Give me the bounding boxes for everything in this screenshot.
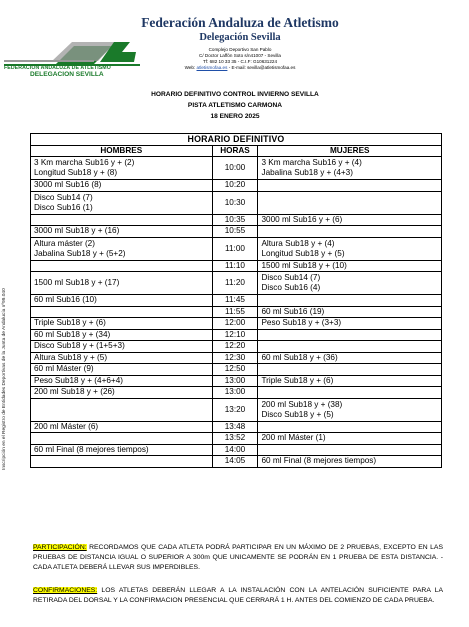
table-row [31, 237, 442, 260]
address-line-3: Tf: 682 10 33 35 - C.I.F: G10631224 [202, 59, 278, 64]
time-cell: 13:52 [212, 433, 258, 445]
men-event-cell [31, 375, 213, 387]
doc-title-line-2: PISTA ATLETISMO CARMONA [187, 102, 283, 109]
women-event-cell-line: 200 ml Máster (1) [261, 433, 326, 443]
women-event-cell [258, 272, 442, 295]
women-event-cell [258, 329, 442, 341]
women-event-cell-line: Disco Sub16 (4) [261, 283, 321, 292]
men-event-cell-line: 60 ml Final (8 mejores tiempos) [34, 444, 149, 454]
table-row [31, 318, 442, 330]
men-event-cell-line: 3 Km marcha Sub16 y + (2) [34, 158, 135, 167]
women-event-cell [258, 444, 442, 456]
schedule-body [31, 157, 442, 468]
logo-delegation-text: DELEGACION SEVILLA [30, 71, 104, 78]
time-cell: 12:10 [212, 329, 258, 341]
table-row [31, 214, 442, 226]
time-cell: 13:20 [212, 398, 258, 421]
table-row [31, 272, 442, 295]
men-event-cell-line: 60 ml Sub18 y + (34) [34, 329, 111, 339]
men-event-cell-line: 200 ml Máster (6) [34, 421, 99, 431]
confirmations-note [33, 586, 443, 606]
men-event-cell [31, 398, 213, 421]
men-event-cell [31, 237, 213, 260]
time-cell: 11:45 [212, 295, 258, 307]
table-row [31, 433, 442, 445]
women-event-cell-line: Disco Sub18 y + (5) [261, 409, 334, 419]
women-event-cell [258, 180, 442, 192]
women-event-cell [258, 191, 442, 214]
table-row [31, 375, 442, 387]
women-event-cell [258, 295, 442, 307]
table-row [31, 421, 442, 433]
time-cell: 12:00 [212, 318, 258, 330]
men-event-cell-line: Disco Sub18 y + (1+5+3) [34, 341, 125, 351]
men-event-cell [31, 272, 213, 295]
time-cell: 10:00 [212, 157, 258, 180]
table-row [31, 295, 442, 307]
address-line-2: C/ Doctor Laffón Soto s/n41007 - Sevilla [199, 53, 281, 58]
column-header-time: HORAS [212, 145, 258, 157]
women-event-cell [258, 341, 442, 353]
women-event-cell [258, 306, 442, 318]
column-header-men: HOMBRES [31, 145, 213, 157]
women-event-cell [258, 157, 442, 180]
women-event-cell-line: 60 ml Final (8 mejores tiempos) [261, 456, 377, 466]
participation-note [33, 543, 443, 573]
table-row [31, 180, 442, 192]
time-cell: 13:00 [212, 375, 258, 387]
women-event-cell-line: 60 ml Sub18 y + (36) [261, 352, 338, 362]
men-event-cell-line: 60 ml Máster (9) [34, 364, 94, 374]
men-event-cell-line: Peso Sub18 y + (4+6+4) [34, 375, 123, 385]
women-event-cell-line: 200 ml Sub18 y + (38) [261, 399, 343, 409]
women-event-cell [258, 433, 442, 445]
women-event-cell [258, 456, 442, 468]
table-row [31, 260, 442, 272]
participation-label: PARTICIPACIÓN: [33, 544, 87, 551]
men-event-cell [31, 191, 213, 214]
men-event-cell-line: Disco Sub14 (7) [34, 192, 93, 202]
women-event-cell [258, 421, 442, 433]
time-cell: 11:10 [212, 260, 258, 272]
time-cell: 10:35 [212, 214, 258, 226]
time-cell: 12:50 [212, 364, 258, 376]
men-event-cell [31, 214, 213, 226]
logo-bar [4, 60, 94, 62]
time-cell: 10:55 [212, 226, 258, 238]
women-event-cell [258, 375, 442, 387]
doc-title-line-1: HORARIO DEFINITIVO CONTROL INVIERNO SEVILLA [151, 91, 319, 98]
registry-side-text: Inscripción en el Registro de Entidades Deportivas de la Junta de Andalucía nº99.040 [2, 288, 7, 470]
table-row [31, 364, 442, 376]
men-event-cell [31, 329, 213, 341]
schedule-caption: HORARIO DEFINITIVO [31, 134, 442, 146]
men-event-cell [31, 456, 213, 468]
men-event-cell [31, 433, 213, 445]
men-event-cell [31, 226, 213, 238]
men-event-cell [31, 180, 213, 192]
men-event-cell [31, 421, 213, 433]
men-event-cell-line: 200 ml Sub18 y + (26) [34, 387, 115, 397]
men-event-cell [31, 444, 213, 456]
women-event-cell [258, 364, 442, 376]
women-event-cell [258, 318, 442, 330]
women-event-cell [258, 237, 442, 260]
time-cell: 12:20 [212, 341, 258, 353]
women-event-cell [258, 352, 442, 364]
women-event-cell [258, 214, 442, 226]
men-event-cell-line: Jabalina Sub18 y + (5+2) [34, 248, 126, 258]
time-cell: 12:30 [212, 352, 258, 364]
women-event-cell-line: 3 Km marcha Sub16 y + (4) [261, 158, 362, 167]
time-cell: 11:20 [212, 272, 258, 295]
men-event-cell-line: Altura máster (2) [34, 238, 95, 248]
table-row [31, 444, 442, 456]
men-event-cell-line: Altura Sub18 y + (5) [34, 352, 108, 362]
time-cell: 10:30 [212, 191, 258, 214]
table-row [31, 341, 442, 353]
time-cell: 10:20 [212, 180, 258, 192]
men-event-cell [31, 352, 213, 364]
table-row [31, 306, 442, 318]
men-event-cell-line: 60 ml Sub16 (10) [34, 295, 97, 305]
table-row [31, 226, 442, 238]
men-event-cell [31, 364, 213, 376]
schedule-table [30, 133, 442, 468]
time-cell: 11:00 [212, 237, 258, 260]
women-event-cell-line: Longitud Sub18 y + (5) [261, 248, 345, 258]
web-label: Web: [184, 65, 196, 70]
confirmations-label: CONFIRMACIONES: [33, 587, 98, 594]
women-event-cell-line: 60 ml Sub16 (19) [261, 306, 325, 316]
time-cell: 14:05 [212, 456, 258, 468]
contact-line [140, 65, 340, 71]
participation-text: RECORDAMOS QUE CADA ATLETA PODRÁ PARTICIPAR EN UN MÁXIMO DE 2 PRUEBAS, EXCEPTO EN LAS PRUEBAS DE DISTANCIA IGUAL O SUPERIOR A 300m QUE UNICAMENTE SE PODRÁN EN 1 PRUEBA DE ESTA DISTANCIA. -CADA ATLETA DEBERÁ LLEVAR SUS IMPERDIBLES. [33, 544, 443, 571]
men-event-cell [31, 157, 213, 180]
delegation-subtitle: Delegación Sevilla [199, 32, 281, 43]
confirmations-text: LOS ATLETAS DEBERÁN LLEGAR A LA INSTALACIÓN CON LA ANTELACIÓN SUFICIENTE PARA LA RETIRADA DEL DORSAL Y LA CONFIRMACION PRESENCIAL QUE CERRARÁ 1 H. ANTES DEL COMIENZO DE CADA PRUEBA. [33, 587, 443, 604]
table-row [31, 398, 442, 421]
men-event-cell-line: Triple Sub18 y + (6) [34, 318, 106, 328]
federation-title: Federación Andaluza de Atletismo [141, 15, 339, 30]
email-text: - E-mail: sevilla@atletismofaa.es [227, 65, 296, 70]
web-link[interactable]: atletismofaa.es [196, 65, 228, 70]
men-event-cell-line: Longitud Sub18 y + (8) [34, 168, 118, 177]
women-event-cell-line: 1500 ml Sub18 y + (10) [261, 260, 347, 270]
table-row [31, 352, 442, 364]
men-event-cell [31, 341, 213, 353]
table-row [31, 191, 442, 214]
men-event-cell [31, 295, 213, 307]
doc-title-line-3: 18 ENERO 2025 [210, 113, 260, 120]
table-row [31, 329, 442, 341]
men-event-cell [31, 306, 213, 318]
table-row [31, 157, 442, 180]
women-event-cell [258, 398, 442, 421]
men-event-cell [31, 318, 213, 330]
men-event-cell-line: 3000 ml Sub18 y + (16) [34, 226, 120, 236]
time-cell: 13:48 [212, 421, 258, 433]
men-event-cell [31, 387, 213, 399]
women-event-cell-line: Triple Sub18 y + (6) [261, 375, 334, 385]
men-event-cell-line: 1500 ml Sub18 y + (17) [34, 278, 120, 287]
women-event-cell [258, 260, 442, 272]
men-event-cell [31, 260, 213, 272]
men-event-cell-line: Disco Sub16 (1) [34, 202, 93, 212]
time-cell: 11:55 [212, 306, 258, 318]
time-cell: 13:00 [212, 387, 258, 399]
women-event-cell-line: Jabalina Sub18 y + (4+3) [261, 168, 353, 177]
men-event-cell-line: 3000 ml Sub16 (8) [34, 180, 102, 190]
address-line-1: Complejo Deportivo San Pablo [208, 47, 272, 52]
women-event-cell [258, 226, 442, 238]
table-row [31, 387, 442, 399]
women-event-cell-line: 3000 ml Sub16 y + (6) [261, 214, 343, 224]
table-row [31, 456, 442, 468]
women-event-cell [258, 387, 442, 399]
column-header-women: MUJERES [258, 145, 442, 157]
women-event-cell-line: Altura Sub18 y + (4) [261, 238, 335, 248]
logo-org-text: FEDERACION ANDALUZA DE ATLETISMO [4, 65, 111, 71]
women-event-cell-line: Peso Sub18 y + (3+3) [261, 318, 342, 328]
time-cell: 14:00 [212, 444, 258, 456]
women-event-cell-line: Disco Sub14 (7) [261, 273, 321, 282]
